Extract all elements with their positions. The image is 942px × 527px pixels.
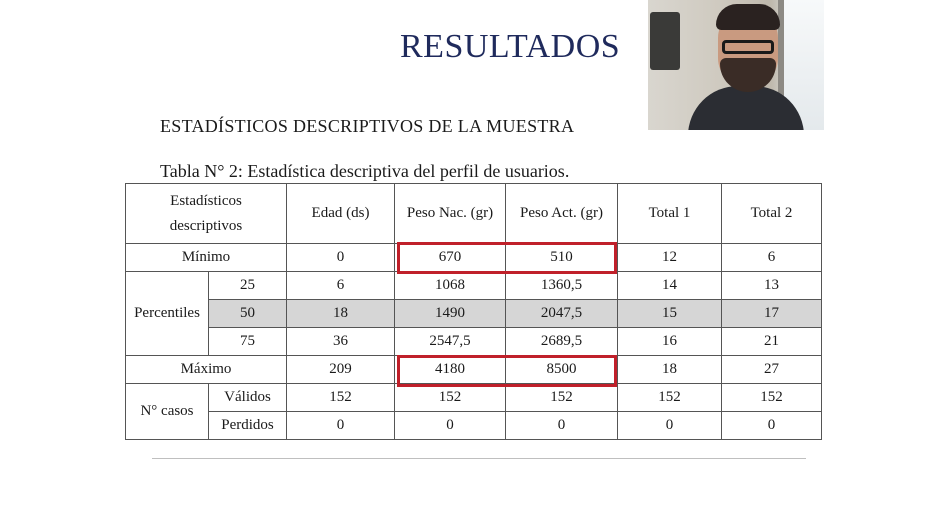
cell-validos-peso-nac: 152 [395, 384, 506, 412]
cell-p50-label: 50 [209, 300, 287, 328]
cell-maximo-peso-act: 8500 [506, 356, 618, 384]
cell-minimo-peso-act: 510 [506, 244, 618, 272]
cell-validos-edad: 152 [287, 384, 395, 412]
table-header-row [126, 184, 822, 244]
webcam-background-device [650, 12, 680, 70]
cell-perdidos-total1: 0 [618, 412, 722, 440]
presenter-glasses [722, 40, 774, 54]
row-label-minimo: Mínimo [126, 244, 287, 272]
cell-minimo-total2: 6 [722, 244, 822, 272]
header-total2: Total 2 [722, 184, 822, 244]
cell-perdidos-label: Perdidos [209, 412, 287, 440]
cell-maximo-edad: 209 [287, 356, 395, 384]
row-label-casos: N° casos [126, 384, 209, 440]
webcam-video-feed [648, 0, 824, 130]
cell-p75-peso-nac: 2547,5 [395, 328, 506, 356]
header-stats-line1: Estadísticos [170, 192, 242, 209]
cell-minimo-edad: 0 [287, 244, 395, 272]
row-label-percentiles: Percentiles [126, 272, 209, 356]
header-edad: Edad (ds) [287, 184, 395, 244]
descriptive-stats-table [125, 183, 822, 440]
header-peso-act: Peso Act. (gr) [506, 184, 618, 244]
cell-p50-total2: 17 [722, 300, 822, 328]
section-heading: ESTADÍSTICOS DESCRIPTIVOS DE LA MUESTRA [160, 116, 575, 136]
cell-p50-total1: 15 [618, 300, 722, 328]
table-row-maximo [126, 356, 822, 384]
table-caption: Tabla N° 2: Estadística descriptiva del perfil de usuarios. [160, 161, 570, 181]
table-row-p25 [126, 272, 822, 300]
cell-validos-total2: 152 [722, 384, 822, 412]
table-row-validos [126, 384, 822, 412]
cell-p25-edad: 6 [287, 272, 395, 300]
table-row-p75 [126, 328, 822, 356]
header-total1: Total 1 [618, 184, 722, 244]
header-stats-line2: descriptivos [169, 217, 243, 234]
table-row-p50 [126, 300, 822, 328]
cell-p25-label: 25 [209, 272, 287, 300]
cell-p75-total1: 16 [618, 328, 722, 356]
cell-p25-total2: 13 [722, 272, 822, 300]
cell-perdidos-total2: 0 [722, 412, 822, 440]
cell-perdidos-peso-nac: 0 [395, 412, 506, 440]
cell-validos-total1: 152 [618, 384, 722, 412]
cell-p50-peso-nac: 1490 [395, 300, 506, 328]
cell-validos-peso-act: 152 [506, 384, 618, 412]
cell-p75-label: 75 [209, 328, 287, 356]
header-stats [126, 184, 287, 244]
cell-p75-peso-act: 2689,5 [506, 328, 618, 356]
cell-p75-total2: 21 [722, 328, 822, 356]
slide-title: RESULTADOS [400, 28, 621, 65]
cell-maximo-peso-nac: 4180 [395, 356, 506, 384]
cell-minimo-peso-nac: 670 [395, 244, 506, 272]
cell-validos-label: Válidos [209, 384, 287, 412]
cell-maximo-total1: 18 [618, 356, 722, 384]
cell-p25-peso-nac: 1068 [395, 272, 506, 300]
table-row-perdidos [126, 412, 822, 440]
cell-p50-edad: 18 [287, 300, 395, 328]
cell-p50-peso-act: 2047,5 [506, 300, 618, 328]
cell-perdidos-edad: 0 [287, 412, 395, 440]
cell-p25-peso-act: 1360,5 [506, 272, 618, 300]
presenter-hair [716, 4, 780, 30]
cell-perdidos-peso-act: 0 [506, 412, 618, 440]
header-peso-nac: Peso Nac. (gr) [395, 184, 506, 244]
slide-divider-line [152, 458, 806, 459]
cell-minimo-total1: 12 [618, 244, 722, 272]
table-row-minimo [126, 244, 822, 272]
cell-maximo-total2: 27 [722, 356, 822, 384]
row-label-maximo: Máximo [126, 356, 287, 384]
cell-p25-total1: 14 [618, 272, 722, 300]
cell-p75-edad: 36 [287, 328, 395, 356]
